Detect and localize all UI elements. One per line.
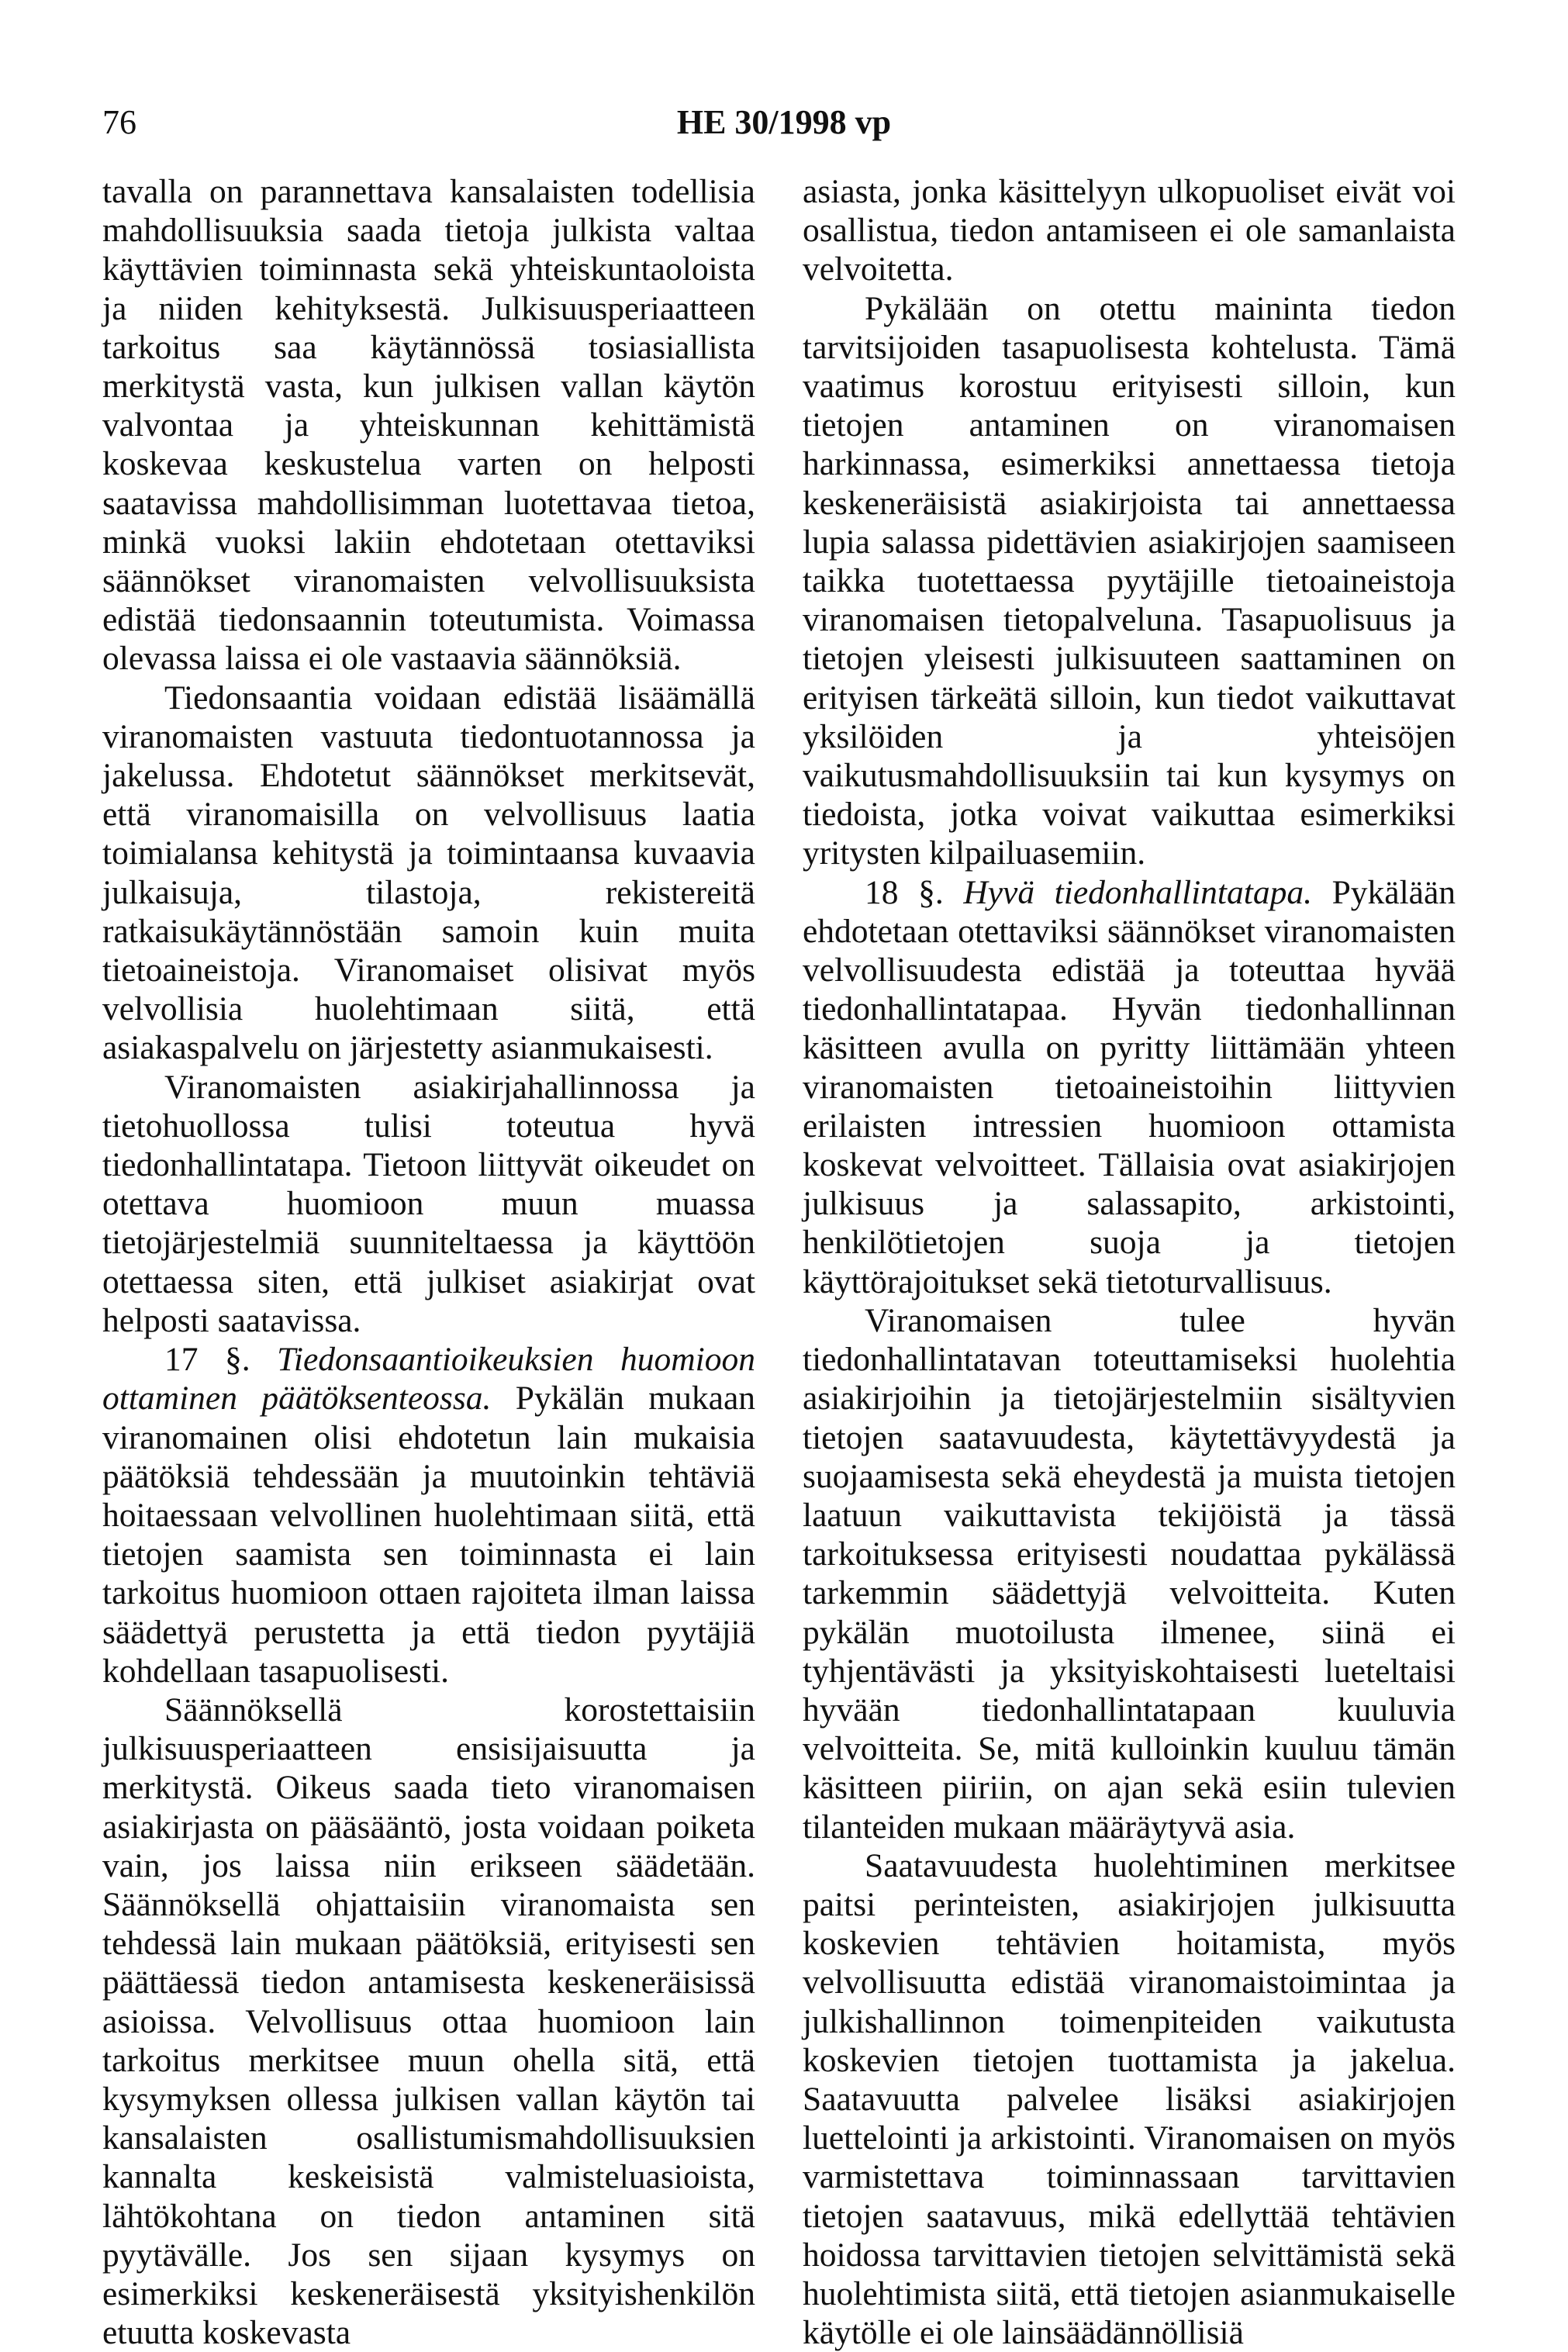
paragraph: Pykälään on otettu maininta tiedon tarvitsijoiden tasapuolisesta kohtelusta. Tämä vaatimus korostuu erityisesti silloin, kun tietojen antaminen on viranomaisen harkinnassa, esimerkiksi annettaessa tietoja keskeneräisistä asiakirjoista tai annettaessa lupia salassa pidettävien asiakirjojen saamiseen taikka tuotettaessa pyytäjille tietoaineistoja viranomaisen tietopalveluna. Tasapuolisuus ja tietojen yleisesti julkisuuteen saattaminen on erityisen tärkeätä silloin, kun tiedot vaikuttavat yksilöiden ja yhteisöjen vaikutusmahdollisuuksiin tai kun kysymys on tiedoista, jotka voivat vaikuttaa esimerkiksi yritysten kilpailuasemiin. <box>803 289 1456 872</box>
paragraph: Tiedonsaantia voidaan edistää lisäämällä viranomaisten vastuuta tiedontuotannossa ja jakelussa. Ehdotetut säännökset merkitsevät, että viranomaisilla on velvollisuus laatia toimialansa kehitystä ja toimintaansa kuvaavia julkaisuja, tilastoja, rekistereitä ratkaisukäytännöstään samoin kuin muita tietoaineistoja. Viranomaiset olisivat myös velvollisia huolehtimaan siitä, että asiakaspalvelu on järjestetty asianmukaisesti. <box>102 679 755 1067</box>
section-title: Tiedonsaantioikeuksien huomioon ottaminen päätöksenteossa. <box>102 1341 755 1418</box>
section-number: 17 §. <box>164 1341 250 1379</box>
paragraph: Saatavuudesta huolehtiminen merkitsee paitsi perinteisten, asiakirjojen julkisuutta koskevien tehtävien hoitamista, myös velvollisuutta edistää viranomaistoimintaa ja julkishallinnon toimenpiteiden vaikutusta koskevien tietojen tuottamista ja jakelua. Saatavuutta palvelee lisäksi asiakirjojen luettelointi ja arkistointi. Viranomaisen on myös varmistettava toiminnassaan tarvittavien tietojen saatavuus, mikä edellyttää tehtävien hoidossa tarvittavien tietojen selvittämistä sekä huolehtimista siitä, että tietojen asianmukaiselle käytölle ei ole lainsäädännöllisiä <box>803 1846 1456 2352</box>
section-title: Hyvä tiedonhallintatapa. <box>963 873 1312 911</box>
section-17-paragraph <box>102 1340 755 1691</box>
section-text: Pykälän mukaan viranomainen olisi ehdotetun lain mukaisia päätöksiä tehdessään ja muutoinkin tehtäviä hoitaessaan velvollinen huolehtimaan siitä, että tietojen saamista sen toiminnasta ei lain tarkoitus huomioon ottaen rajoiteta ilman laissa säädettyä perustetta ja että tiedon pyytäjiä kohdellaan tasapuolisesti. <box>102 1380 755 1690</box>
right-column <box>803 172 1456 2352</box>
paragraph: asiasta, jonka käsittelyyn ulkopuoliset eivät voi osallistua, tiedon antamiseen ei ole samanlaista velvoitetta. <box>803 173 1456 288</box>
left-column <box>102 172 755 2352</box>
paragraph: Viranomaisten asiakirjahallinnossa ja tietohuollossa tulisi toteutua hyvä tiedonhallintatapa. Tietoon liittyvät oikeudet on otettava huomioon muun muassa tietojärjestelmiä suunniteltaessa ja käyttöön otettaessa siten, että julkiset asiakirjat ovat helposti saatavissa. <box>102 1068 755 1339</box>
paragraph: tavalla on parannettava kansalaisten todellisia mahdollisuuksia saada tietoja julkista valtaa käyttävien toiminnasta sekä yhteiskuntaoloista ja niiden kehityksestä. Julkisuusperiaatteen tarkoitus saa käytännössä tosiasiallista merkitystä vasta, kun julkisen vallan käytön valvontaa ja yhteiskunnan kehittämistä koskevaa keskustelua varten on helposti saatavissa mahdollisimman luotettavaa tietoa, minkä vuoksi lakiin ehdotetaan otettaviksi säännökset viranomaisten velvollisuuksista edistää tiedonsaannin toteutumista. Voimassa olevassa laissa ei ole vastaavia säännöksiä. <box>102 173 755 678</box>
running-head: HE 30/1998 vp <box>676 103 892 141</box>
section-number: 18 §. <box>865 873 944 911</box>
section-text: Pykälään ehdotetaan otettaviksi säännökset viranomaisten velvollisuudesta edistää ja toteuttaa hyvää tiedonhallintatapaa. Hyvän tiedonhallinnan käsitteen avulla on pyritty liittämään yhteen viranomaisten tietoaineistoihin liittyvien erilaisten intressien huomioon ottamista koskevat velvoitteet. Tällaisia ovat asiakirjojen julkisuus ja salassapito, arkistointi, henkilötietojen suoja ja tietojen käyttörajoitukset sekä tietoturvallisuus. <box>803 873 1456 1300</box>
paragraph: Säännöksellä korostettaisiin julkisuusperiaatteen ensisijaisuutta ja merkitystä. Oikeus saada tieto viranomaisen asiakirjasta on pääsääntö, josta voidaan poiketa vain, jos laissa niin erikseen säädetään. Säännöksellä ohjattaisiin viranomaista sen tehdessä lain mukaan päätöksiä, erityisesti sen päättäessä tiedon antamisesta keskeneräisissä asioissa. Velvollisuus ottaa huomioon lain tarkoitus merkitsee muun ohella sitä, että kysymyksen ollessa julkisen vallan käytön tai kansalaisten osallistumismahdollisuuksien kannalta keskeisistä valmisteluasioista, lähtökohtana on tiedon antaminen sitä pyytävälle. Jos sen sijaan kysymys on esimerkiksi keskeneräisestä yksityishenkilön etuutta koskevasta <box>102 1691 755 2352</box>
section-18-paragraph <box>803 873 1456 1301</box>
page-number: 76 <box>102 103 136 141</box>
paragraph: Viranomaisen tulee hyvän tiedonhallintatavan toteuttamiseksi huolehtia asiakirjoihin ja tietojärjestelmiin sisältyvien tietojen saatavuudesta, käytettävyydestä ja suojaamisesta sekä eheydestä ja muista tietojen laatuun vaikuttavista tekijöistä ja tässä tarkoituksessa erityisesti noudattaa pykälässä tarkemmin säädettyjä velvoitteita. Kuten pykälän muotoilusta ilmenee, siinä ei tyhjentävästi ja yksityiskohtaisesti lueteltaisi hyvään tiedonhallintatapaan kuuluvia velvoitteita. Se, mitä kulloinkin kuuluu tämän käsitteen piiriin, on ajan sekä esiin tulevien tilanteiden mukaan määräytyvä asia. <box>803 1301 1456 1846</box>
